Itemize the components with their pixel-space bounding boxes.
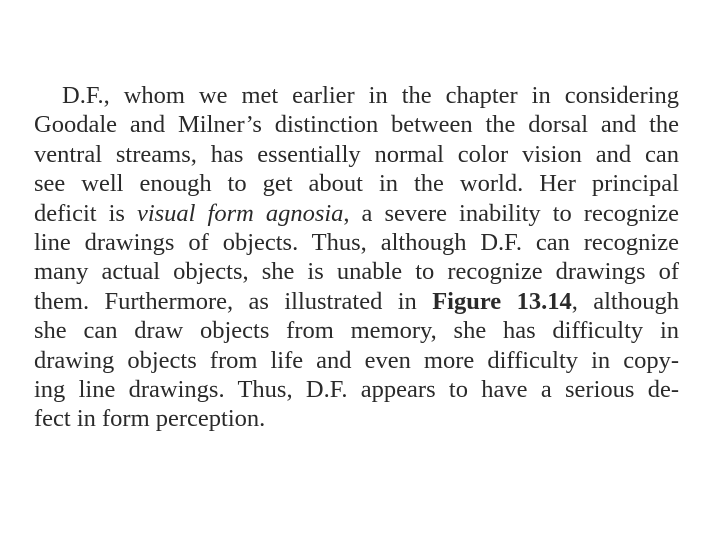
text-line-5 (34, 199, 679, 228)
text-line-7-content: many actual objects, she is unable to recognize drawings of (34, 258, 679, 286)
text-line-9 (34, 316, 679, 345)
text-line-12 (34, 404, 679, 433)
text-line-3-content: ventral streams, has essentially normal color vision and can (34, 140, 679, 168)
text-line-7 (34, 257, 679, 286)
text-line-3 (34, 140, 679, 169)
text-line-10 (34, 346, 679, 375)
text-line-1 (34, 81, 679, 110)
text-line-5-tail: , a severe inability to recognize (343, 199, 679, 227)
text-line-5-lead: deficit is (34, 199, 137, 227)
text-line-1-content: D.F., whom we met earlier in the chapter in considering (62, 82, 679, 109)
figure-reference: Figure 13.14 (432, 287, 572, 315)
text-line-8 (34, 287, 679, 316)
text-line-11 (34, 375, 679, 404)
text-line-8-lead: them. Furthermore, as illustrated in (34, 287, 433, 315)
body-paragraph (34, 81, 679, 434)
text-line-6 (34, 228, 679, 257)
text-line-2-content: Goodale and Milner’s distinction between the dorsal and the (34, 111, 679, 139)
text-line-4-content: see well enough to get about in the world. Her principal (34, 170, 679, 198)
text-line-11-content: ing line drawings. Thus, D.F. appears to have a serious de- (34, 375, 679, 403)
term-visual-form-agnosia: visual form agnosia (136, 199, 344, 227)
text-line-2 (34, 110, 679, 139)
text-line-10-content: drawing objects from life and even more difficulty in copy- (34, 346, 679, 374)
text-line-4 (34, 169, 679, 198)
text-line-12-content: fect in form perception. (34, 405, 266, 433)
text-line-8-tail: , although (571, 287, 679, 315)
text-line-6-content: line drawings of objects. Thus, although D.F. can recognize (34, 228, 679, 256)
text-line-9-content: she can draw objects from memory, she has difficulty in (34, 317, 679, 345)
